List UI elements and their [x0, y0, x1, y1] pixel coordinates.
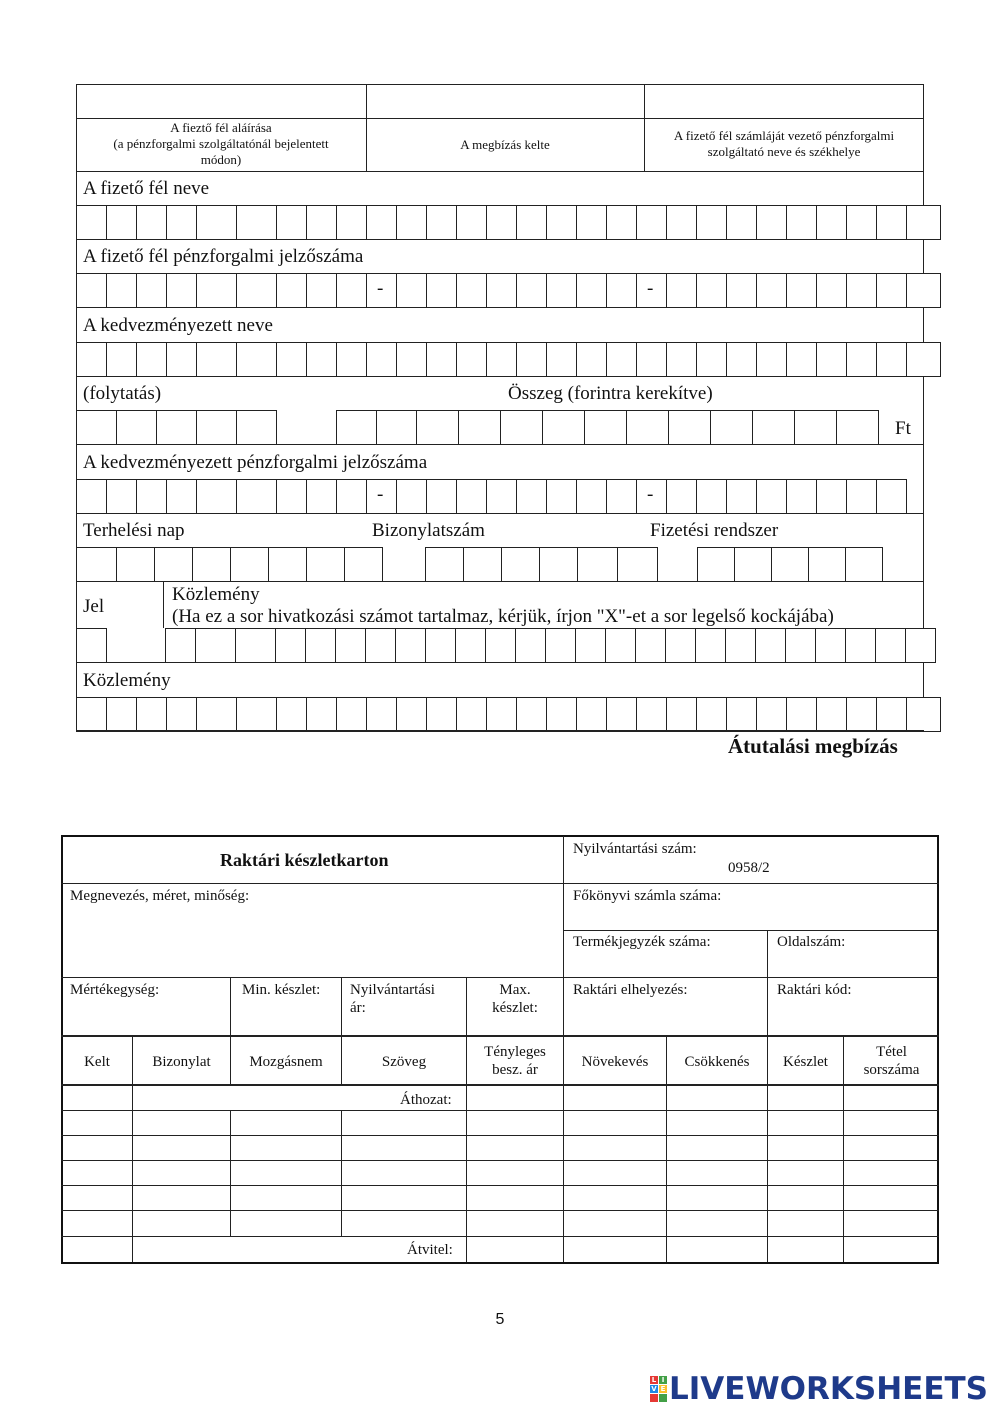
- char-box[interactable]: [545, 628, 576, 663]
- beneficiary-name-label: A kedvezményezett neve: [83, 315, 273, 336]
- char-box[interactable]: [606, 273, 637, 308]
- char-box[interactable]: [501, 547, 540, 582]
- brand-icon-tile: [659, 1394, 667, 1402]
- char-box[interactable]: [876, 273, 907, 308]
- char-box[interactable]: [196, 410, 237, 445]
- char-box[interactable]: [875, 628, 906, 663]
- unit-label: Mértékegység:: [70, 982, 160, 998]
- char-box[interactable]: [576, 342, 607, 377]
- char-box[interactable]: [846, 205, 877, 240]
- beneficiary-account-label: A kedvezményezett pénzforgalmi jelzőszáma: [83, 452, 428, 473]
- payer-bank-label: A fizető fél számláját vezető pénzforgalmi szolgáltató neve és székhelye: [673, 128, 895, 159]
- char-box[interactable]: [196, 697, 237, 732]
- char-box[interactable]: [136, 205, 167, 240]
- amount-label: Összeg (forintra kerekítve): [508, 383, 713, 404]
- brand-icon-tile: V: [651, 1385, 657, 1393]
- order-date-label: A megbízás kelte: [460, 137, 550, 152]
- char-box[interactable]: [876, 205, 907, 240]
- char-box[interactable]: [876, 479, 907, 514]
- char-box[interactable]: [416, 410, 459, 445]
- char-box[interactable]: [106, 273, 137, 308]
- char-box[interactable]: [666, 273, 697, 308]
- char-box[interactable]: [539, 547, 578, 582]
- char-box[interactable]: [846, 479, 877, 514]
- char-box[interactable]: [710, 410, 753, 445]
- char-box[interactable]: [236, 342, 277, 377]
- voucher-number-label: Bizonylatszám: [372, 520, 485, 541]
- carried-forward-label: Átvitel:: [407, 1242, 453, 1258]
- separator-dash: -: [647, 278, 654, 299]
- char-box[interactable]: [306, 205, 337, 240]
- char-box[interactable]: [426, 273, 457, 308]
- char-box[interactable]: [786, 342, 817, 377]
- char-box[interactable]: [756, 205, 787, 240]
- char-box[interactable]: [756, 342, 787, 377]
- remark-hint: (Ha ez a sor hivatkozási számot tartalmaz, kérjük, írjon "X"-et a sor legelső kockájába): [172, 606, 834, 627]
- char-box[interactable]: [76, 628, 107, 663]
- char-box[interactable]: [696, 273, 727, 308]
- char-box[interactable]: [846, 697, 877, 732]
- char-box[interactable]: [606, 479, 637, 514]
- char-box[interactable]: [396, 479, 427, 514]
- char-box[interactable]: [136, 479, 167, 514]
- char-box[interactable]: [166, 205, 197, 240]
- char-box[interactable]: [846, 273, 877, 308]
- char-box[interactable]: [771, 547, 809, 582]
- char-box[interactable]: [426, 697, 457, 732]
- char-box[interactable]: [605, 628, 636, 663]
- char-box[interactable]: [336, 205, 367, 240]
- char-box[interactable]: [606, 342, 637, 377]
- separator-dash: -: [647, 484, 654, 505]
- sign-label: Jel: [83, 596, 105, 617]
- separator-dash: -: [377, 278, 384, 299]
- char-box[interactable]: [546, 697, 577, 732]
- char-box[interactable]: [816, 697, 847, 732]
- char-box[interactable]: [166, 273, 197, 308]
- char-box[interactable]: [365, 628, 396, 663]
- char-box[interactable]: [276, 205, 307, 240]
- char-box[interactable]: [906, 205, 941, 240]
- page-number: 5: [495, 1311, 505, 1328]
- char-box[interactable]: [396, 697, 427, 732]
- char-box[interactable]: [136, 273, 167, 308]
- char-box[interactable]: [786, 697, 817, 732]
- char-box[interactable]: [666, 205, 697, 240]
- col-besz-ar: Tényleges besz. ár: [484, 1044, 546, 1078]
- stock-table-body[interactable]: [62, 1111, 938, 1236]
- char-box[interactable]: [336, 697, 367, 732]
- char-box[interactable]: [696, 479, 727, 514]
- char-box[interactable]: [236, 205, 277, 240]
- char-box[interactable]: [336, 273, 367, 308]
- char-box[interactable]: [906, 697, 941, 732]
- char-box[interactable]: [458, 410, 501, 445]
- char-box[interactable]: [516, 479, 547, 514]
- registry-number-value: 0958/2: [728, 860, 770, 876]
- char-box[interactable]: [755, 628, 786, 663]
- char-box[interactable]: [906, 342, 941, 377]
- char-box[interactable]: [515, 628, 546, 663]
- char-box[interactable]: [876, 342, 907, 377]
- char-box[interactable]: [306, 697, 337, 732]
- char-box[interactable]: [306, 547, 345, 582]
- char-box[interactable]: [486, 479, 517, 514]
- char-box[interactable]: [76, 479, 107, 514]
- char-box[interactable]: [76, 342, 107, 377]
- col-novekedes: Növekevés: [581, 1054, 649, 1070]
- char-box[interactable]: [696, 342, 727, 377]
- item-name-label: Megnevezés, méret, minőség:: [70, 888, 250, 904]
- char-box[interactable]: [136, 697, 167, 732]
- char-box[interactable]: [366, 479, 397, 514]
- char-box[interactable]: [696, 205, 727, 240]
- continuation-label: (folytatás): [83, 383, 162, 404]
- char-box[interactable]: [426, 342, 457, 377]
- char-box[interactable]: [196, 273, 237, 308]
- char-box[interactable]: [396, 273, 427, 308]
- payment-system-label: Fizetési rendszer: [650, 520, 779, 541]
- char-box[interactable]: [785, 628, 816, 663]
- char-box[interactable]: [376, 410, 417, 445]
- char-box[interactable]: [697, 547, 735, 582]
- char-box[interactable]: [196, 205, 237, 240]
- ledger-account-label: Főkönyvi számla száma:: [573, 888, 722, 904]
- char-box[interactable]: [486, 205, 517, 240]
- char-box[interactable]: [816, 205, 847, 240]
- char-box[interactable]: [626, 410, 669, 445]
- char-box[interactable]: [786, 273, 817, 308]
- char-box[interactable]: [425, 547, 464, 582]
- char-box[interactable]: [236, 273, 277, 308]
- char-box[interactable]: [306, 342, 337, 377]
- char-box[interactable]: [546, 342, 577, 377]
- char-box[interactable]: [666, 697, 697, 732]
- payer-account-label: A fizető fél pénzforgalmi jelzőszáma: [83, 246, 364, 267]
- char-box[interactable]: [794, 410, 837, 445]
- min-stock-label: Min. készlet:: [242, 982, 321, 998]
- char-box[interactable]: [456, 697, 487, 732]
- char-box[interactable]: [276, 342, 307, 377]
- char-box[interactable]: [666, 342, 697, 377]
- char-box[interactable]: [636, 342, 667, 377]
- char-box[interactable]: [546, 273, 577, 308]
- char-box[interactable]: [306, 479, 337, 514]
- warehouse-code-label: Raktári kód:: [777, 982, 852, 998]
- liveworksheets-logo: [650, 1372, 988, 1406]
- char-box[interactable]: [344, 547, 383, 582]
- char-box[interactable]: [305, 628, 336, 663]
- char-box[interactable]: [196, 342, 237, 377]
- char-box[interactable]: [546, 479, 577, 514]
- char-box[interactable]: [463, 547, 502, 582]
- char-box[interactable]: [236, 410, 277, 445]
- char-box[interactable]: [76, 410, 117, 445]
- char-box[interactable]: [306, 273, 337, 308]
- char-box[interactable]: [165, 628, 196, 663]
- col-keszlet: Készlet: [783, 1054, 828, 1070]
- char-box[interactable]: [756, 479, 787, 514]
- catalog-number-label: Termékjegyzék száma:: [573, 934, 711, 950]
- col-mozgasnem: Mozgásnem: [249, 1054, 323, 1070]
- max-stock-label: Max. készlet:: [492, 982, 538, 1016]
- char-box[interactable]: [576, 697, 607, 732]
- char-box[interactable]: [636, 479, 667, 514]
- remark-label: Közlemény: [172, 584, 260, 605]
- char-box[interactable]: [425, 628, 456, 663]
- remark2-label: Közlemény: [83, 670, 171, 691]
- char-box[interactable]: [276, 479, 307, 514]
- char-box[interactable]: [336, 342, 367, 377]
- char-box[interactable]: [116, 410, 157, 445]
- char-box[interactable]: [76, 205, 107, 240]
- char-box[interactable]: [815, 628, 846, 663]
- char-box[interactable]: [516, 205, 547, 240]
- char-box[interactable]: [636, 273, 667, 308]
- char-box[interactable]: [666, 479, 697, 514]
- char-box[interactable]: [845, 547, 883, 582]
- registry-price-label: Nyilvántartási ár:: [350, 982, 435, 1016]
- brand-icon-tile: [650, 1394, 658, 1402]
- char-box[interactable]: [836, 410, 879, 445]
- char-box[interactable]: [166, 479, 197, 514]
- brand-icon-tile: L: [651, 1376, 657, 1384]
- char-box[interactable]: [486, 697, 517, 732]
- char-box[interactable]: [76, 547, 117, 582]
- char-box[interactable]: [426, 205, 457, 240]
- char-box[interactable]: [395, 628, 426, 663]
- char-box[interactable]: [195, 628, 236, 663]
- char-box[interactable]: [276, 697, 307, 732]
- char-box[interactable]: [726, 342, 757, 377]
- warehouse-location-label: Raktári elhelyezés:: [573, 982, 688, 998]
- brand-icon-tile: I: [659, 1376, 667, 1384]
- char-box[interactable]: [516, 697, 547, 732]
- char-box[interactable]: [485, 628, 516, 663]
- char-box[interactable]: [636, 205, 667, 240]
- char-box[interactable]: [106, 205, 137, 240]
- char-box[interactable]: [116, 547, 155, 582]
- char-box[interactable]: [636, 697, 667, 732]
- char-box[interactable]: [542, 410, 585, 445]
- char-box[interactable]: [106, 479, 137, 514]
- char-box[interactable]: [275, 628, 306, 663]
- char-box[interactable]: [456, 479, 487, 514]
- char-box[interactable]: [335, 628, 366, 663]
- char-box[interactable]: [136, 342, 167, 377]
- char-box[interactable]: [192, 547, 231, 582]
- liveworksheets-icon: [650, 1376, 667, 1402]
- char-box[interactable]: [500, 410, 543, 445]
- char-box[interactable]: [726, 273, 757, 308]
- registry-number-label: Nyilvántartási szám:: [573, 841, 697, 857]
- char-box[interactable]: [816, 342, 847, 377]
- char-box[interactable]: [276, 273, 307, 308]
- col-kelt: Kelt: [84, 1054, 110, 1070]
- char-box[interactable]: [577, 547, 618, 582]
- char-box[interactable]: [366, 273, 397, 308]
- char-box[interactable]: [236, 697, 277, 732]
- char-box[interactable]: [845, 628, 876, 663]
- signature-label: A fieztő fél aláírása (a pénzforgalmi szolgáltatónál bejelentett módon): [113, 120, 329, 167]
- char-box[interactable]: [546, 205, 577, 240]
- char-box[interactable]: [106, 697, 137, 732]
- char-box[interactable]: [76, 273, 107, 308]
- char-box[interactable]: [156, 410, 197, 445]
- char-box[interactable]: [756, 697, 787, 732]
- char-box[interactable]: [726, 479, 757, 514]
- char-box[interactable]: [230, 547, 269, 582]
- char-box[interactable]: [456, 273, 487, 308]
- char-box[interactable]: [756, 273, 787, 308]
- char-box[interactable]: [154, 547, 193, 582]
- separator-dash: -: [377, 484, 384, 505]
- char-box[interactable]: [166, 697, 197, 732]
- debit-day-label: Terhelési nap: [83, 520, 185, 541]
- char-box[interactable]: [808, 547, 846, 582]
- char-box[interactable]: [846, 342, 877, 377]
- char-box[interactable]: [235, 628, 276, 663]
- char-box[interactable]: [336, 410, 377, 445]
- char-box[interactable]: [516, 342, 547, 377]
- col-szoveg: Szöveg: [381, 1054, 427, 1070]
- char-box[interactable]: [366, 697, 397, 732]
- col-tetel-sorszama: Tétel sorszáma: [863, 1044, 920, 1078]
- char-box[interactable]: [726, 697, 757, 732]
- char-box[interactable]: [734, 547, 772, 582]
- char-box[interactable]: [876, 697, 907, 732]
- char-box[interactable]: [635, 628, 666, 663]
- char-box[interactable]: [366, 205, 397, 240]
- char-box[interactable]: [786, 205, 817, 240]
- char-box[interactable]: [665, 628, 696, 663]
- char-box[interactable]: [396, 205, 427, 240]
- char-box[interactable]: [106, 342, 137, 377]
- form-title: Átutalási megbízás: [728, 734, 898, 758]
- char-box[interactable]: [725, 628, 756, 663]
- char-box[interactable]: [76, 697, 107, 732]
- char-box[interactable]: [366, 342, 397, 377]
- char-box[interactable]: [905, 628, 936, 663]
- char-box[interactable]: [786, 479, 817, 514]
- col-csokkenes: Csökkenés: [684, 1054, 750, 1070]
- char-box[interactable]: [166, 342, 197, 377]
- char-box[interactable]: [426, 479, 457, 514]
- brand-icon-tile: E: [660, 1385, 666, 1393]
- char-box[interactable]: [696, 697, 727, 732]
- char-box[interactable]: [396, 342, 427, 377]
- char-box[interactable]: [486, 342, 517, 377]
- char-box[interactable]: [236, 479, 277, 514]
- char-box[interactable]: [576, 205, 607, 240]
- char-box[interactable]: [486, 273, 517, 308]
- char-box[interactable]: [726, 205, 757, 240]
- char-box[interactable]: [456, 205, 487, 240]
- currency-label: Ft: [895, 418, 911, 439]
- char-box[interactable]: [456, 342, 487, 377]
- char-box[interactable]: [576, 273, 607, 308]
- char-box[interactable]: [584, 410, 627, 445]
- char-box[interactable]: [336, 479, 367, 514]
- col-bizonylat: Bizonylat: [152, 1054, 211, 1070]
- char-box[interactable]: [606, 205, 637, 240]
- char-box[interactable]: [268, 547, 307, 582]
- char-box[interactable]: [575, 628, 606, 663]
- char-box[interactable]: [752, 410, 795, 445]
- page-number-label: Oldalszám:: [777, 934, 846, 950]
- char-box[interactable]: [668, 410, 711, 445]
- char-box[interactable]: [906, 273, 941, 308]
- char-box[interactable]: [816, 479, 847, 514]
- char-box[interactable]: [516, 273, 547, 308]
- brought-forward-label: Áthozat:: [400, 1092, 452, 1108]
- char-box[interactable]: [455, 628, 486, 663]
- char-box[interactable]: [196, 479, 237, 514]
- payer-name-label: A fizető fél neve: [83, 178, 210, 199]
- char-box[interactable]: [695, 628, 726, 663]
- stock-card-title: Raktári készletkarton: [220, 850, 389, 870]
- char-box[interactable]: [606, 697, 637, 732]
- liveworksheets-wordmark: LIVEWORKSHEETS: [669, 1371, 988, 1407]
- char-box[interactable]: [576, 479, 607, 514]
- char-box[interactable]: [617, 547, 658, 582]
- char-box[interactable]: [816, 273, 847, 308]
